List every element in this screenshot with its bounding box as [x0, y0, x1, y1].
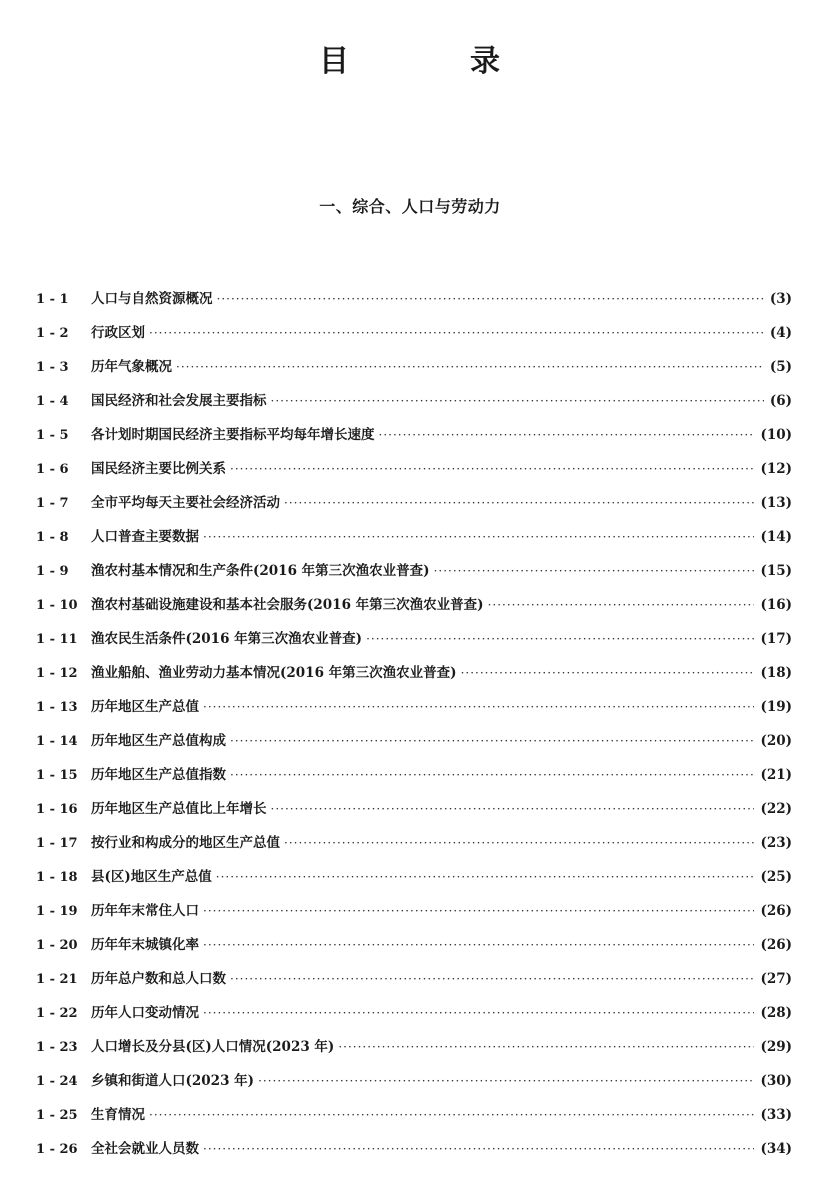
- toc-dot-leader: [216, 866, 755, 888]
- toc-entry-number: 1 - 3: [36, 360, 69, 375]
- page-title: [0, 42, 820, 82]
- toc-entry-page: (14): [760, 529, 792, 545]
- toc-entry-title: 生育情况: [91, 1107, 145, 1123]
- toc-entry-page: (33): [760, 1107, 792, 1123]
- toc-dot-leader: [366, 628, 754, 650]
- toc-entry-title: 渔农村基础设施建设和基本社会服务(2016 年第三次渔农业普查): [91, 597, 484, 613]
- toc-entry-number: 1 - 1: [36, 292, 69, 307]
- toc-entry-page: (15): [760, 563, 792, 579]
- toc-entry[interactable]: [36, 1104, 792, 1138]
- toc-entry-number: 1 - 12: [36, 666, 78, 681]
- toc-entry-page: (18): [760, 665, 792, 681]
- toc-entry-number: 1 - 8: [36, 530, 69, 545]
- toc-entry-title: 按行业和构成分的地区生产总值: [91, 835, 280, 851]
- toc-entry[interactable]: [36, 390, 792, 424]
- toc-entry-page: (20): [760, 733, 792, 749]
- toc-entry[interactable]: [36, 968, 792, 1002]
- toc-entry-title: 县(区)地区生产总值: [91, 869, 212, 885]
- toc-dot-leader: [284, 492, 754, 514]
- toc-entry-title: 国民经济和社会发展主要指标: [91, 393, 267, 409]
- toc-entry[interactable]: [36, 322, 792, 356]
- toc-entry-page: (16): [760, 597, 792, 613]
- toc-entry[interactable]: [36, 900, 792, 934]
- toc-dot-leader: [284, 832, 754, 854]
- toc-entry-title: 行政区划: [91, 325, 145, 341]
- toc-entry-number: 1 - 23: [36, 1040, 78, 1055]
- toc-entry-page: (21): [760, 767, 792, 783]
- table-of-contents: [36, 288, 792, 1172]
- toc-entry[interactable]: [36, 730, 792, 764]
- toc-dot-leader: [217, 288, 764, 310]
- toc-dot-leader: [258, 1070, 754, 1092]
- toc-entry-page: (22): [760, 801, 792, 817]
- toc-entry-title: 历年年末常住人口: [91, 903, 199, 919]
- section-title: 一、综合、人口与劳动力: [319, 197, 501, 216]
- toc-entry-title: 历年人口变动情况: [91, 1005, 199, 1021]
- toc-entry[interactable]: [36, 594, 792, 628]
- toc-entry-title: 渔农民生活条件(2016 年第三次渔农业普查): [91, 631, 363, 647]
- toc-dot-leader: [203, 526, 754, 548]
- toc-entry[interactable]: [36, 356, 792, 390]
- toc-dot-leader: [203, 1002, 754, 1024]
- toc-entry-title: 渔农村基本情况和生产条件(2016 年第三次渔农业普查): [91, 563, 430, 579]
- toc-entry-number: 1 - 16: [36, 802, 78, 817]
- toc-dot-leader: [379, 424, 755, 446]
- toc-entry-page: (26): [760, 937, 792, 953]
- toc-entry[interactable]: [36, 662, 792, 696]
- toc-entry[interactable]: [36, 696, 792, 730]
- toc-entry-page: (3): [769, 291, 792, 307]
- toc-entry-page: (34): [760, 1141, 792, 1157]
- toc-entry-page: (13): [760, 495, 792, 511]
- toc-entry-page: (17): [760, 631, 792, 647]
- toc-entry-title: 渔业船舶、渔业劳动力基本情况(2016 年第三次渔农业普查): [91, 665, 457, 681]
- toc-entry-number: 1 - 18: [36, 870, 78, 885]
- toc-entry-title: 历年年末城镇化率: [91, 937, 199, 953]
- toc-entry-number: 1 - 22: [36, 1006, 78, 1021]
- toc-entry-title: 历年地区生产总值比上年增长: [91, 801, 267, 817]
- toc-entry-number: 1 - 21: [36, 972, 78, 987]
- toc-dot-leader: [149, 1104, 754, 1126]
- toc-dot-leader: [271, 798, 755, 820]
- toc-entry-title: 各计划时期国民经济主要指标平均每年增长速度: [91, 427, 375, 443]
- toc-entry-page: (25): [760, 869, 792, 885]
- page-title-char-1: 目: [319, 44, 350, 79]
- toc-entry-page: (27): [760, 971, 792, 987]
- toc-entry[interactable]: [36, 934, 792, 968]
- toc-dot-leader: [488, 594, 755, 616]
- toc-entry[interactable]: [36, 764, 792, 798]
- toc-entry-number: 1 - 19: [36, 904, 78, 919]
- toc-entry-number: 1 - 15: [36, 768, 78, 783]
- toc-entry-title: 国民经济主要比例关系: [91, 461, 226, 477]
- toc-entry-number: 1 - 13: [36, 700, 78, 715]
- toc-entry[interactable]: [36, 1070, 792, 1104]
- toc-dot-leader: [203, 934, 754, 956]
- toc-entry-page: (5): [769, 359, 792, 375]
- toc-dot-leader: [203, 900, 754, 922]
- toc-entry[interactable]: [36, 560, 792, 594]
- toc-entry-number: 1 - 25: [36, 1108, 78, 1123]
- toc-entry-page: (29): [760, 1039, 792, 1055]
- toc-dot-leader: [230, 730, 754, 752]
- toc-entry-title: 人口增长及分县(区)人口情况(2023 年): [91, 1039, 335, 1055]
- toc-entry-page: (23): [760, 835, 792, 851]
- toc-entry[interactable]: [36, 798, 792, 832]
- toc-entry-number: 1 - 2: [36, 326, 69, 341]
- toc-entry-title: 历年地区生产总值: [91, 699, 199, 715]
- toc-entry-title: 人口普查主要数据: [91, 529, 199, 545]
- toc-entry-number: 1 - 24: [36, 1074, 78, 1089]
- toc-dot-leader: [271, 390, 764, 412]
- toc-dot-leader: [230, 968, 754, 990]
- toc-entry-title: 乡镇和街道人口(2023 年): [91, 1073, 255, 1089]
- toc-entry-title: 历年总户数和总人口数: [91, 971, 226, 987]
- toc-dot-leader: [203, 696, 754, 718]
- toc-entry[interactable]: [36, 832, 792, 866]
- toc-entry-title: 全市平均每天主要社会经济活动: [91, 495, 280, 511]
- toc-entry[interactable]: [36, 526, 792, 560]
- toc-entry-number: 1 - 26: [36, 1142, 78, 1157]
- toc-entry-number: 1 - 11: [36, 632, 78, 647]
- toc-entry-number: 1 - 17: [36, 836, 78, 851]
- toc-entry-page: (28): [760, 1005, 792, 1021]
- toc-entry[interactable]: [36, 424, 792, 458]
- toc-entry-number: 1 - 9: [36, 564, 69, 579]
- toc-entry-page: (19): [760, 699, 792, 715]
- toc-entry-number: 1 - 20: [36, 938, 78, 953]
- toc-dot-leader: [461, 662, 755, 684]
- toc-dot-leader: [230, 764, 754, 786]
- toc-entry-page: (10): [760, 427, 792, 443]
- toc-entry[interactable]: [36, 492, 792, 526]
- toc-entry-title: 历年地区生产总值指数: [91, 767, 226, 783]
- toc-entry-number: 1 - 14: [36, 734, 78, 749]
- toc-entry-page: (4): [769, 325, 792, 341]
- toc-entry-title: 历年气象概况: [91, 359, 172, 375]
- toc-entry-title: 历年地区生产总值构成: [91, 733, 226, 749]
- toc-dot-leader: [149, 322, 764, 344]
- toc-entry[interactable]: [36, 288, 792, 322]
- toc-entry[interactable]: [36, 1036, 792, 1070]
- toc-dot-leader: [338, 1036, 754, 1058]
- toc-dot-leader: [230, 458, 754, 480]
- toc-entry-number: 1 - 4: [36, 394, 69, 409]
- toc-entry-page: (6): [769, 393, 792, 409]
- toc-dot-leader: [203, 1138, 754, 1160]
- toc-entry-title: 人口与自然资源概况: [91, 291, 213, 307]
- toc-entry[interactable]: [36, 1138, 792, 1172]
- toc-dot-leader: [176, 356, 764, 378]
- page-title-char-2: 录: [470, 44, 501, 79]
- toc-entry[interactable]: [36, 1002, 792, 1036]
- toc-entry-number: 1 - 6: [36, 462, 69, 477]
- toc-entry-title: 全社会就业人员数: [91, 1141, 199, 1157]
- toc-entry-number: 1 - 7: [36, 496, 69, 511]
- toc-entry-number: 1 - 5: [36, 428, 69, 443]
- toc-entry[interactable]: [36, 866, 792, 900]
- toc-entry[interactable]: [36, 458, 792, 492]
- toc-entry-page: (30): [760, 1073, 792, 1089]
- toc-entry[interactable]: [36, 628, 792, 662]
- toc-entry-number: 1 - 10: [36, 598, 78, 613]
- toc-entry-page: (12): [760, 461, 792, 477]
- toc-entry-page: (26): [760, 903, 792, 919]
- toc-dot-leader: [434, 560, 755, 582]
